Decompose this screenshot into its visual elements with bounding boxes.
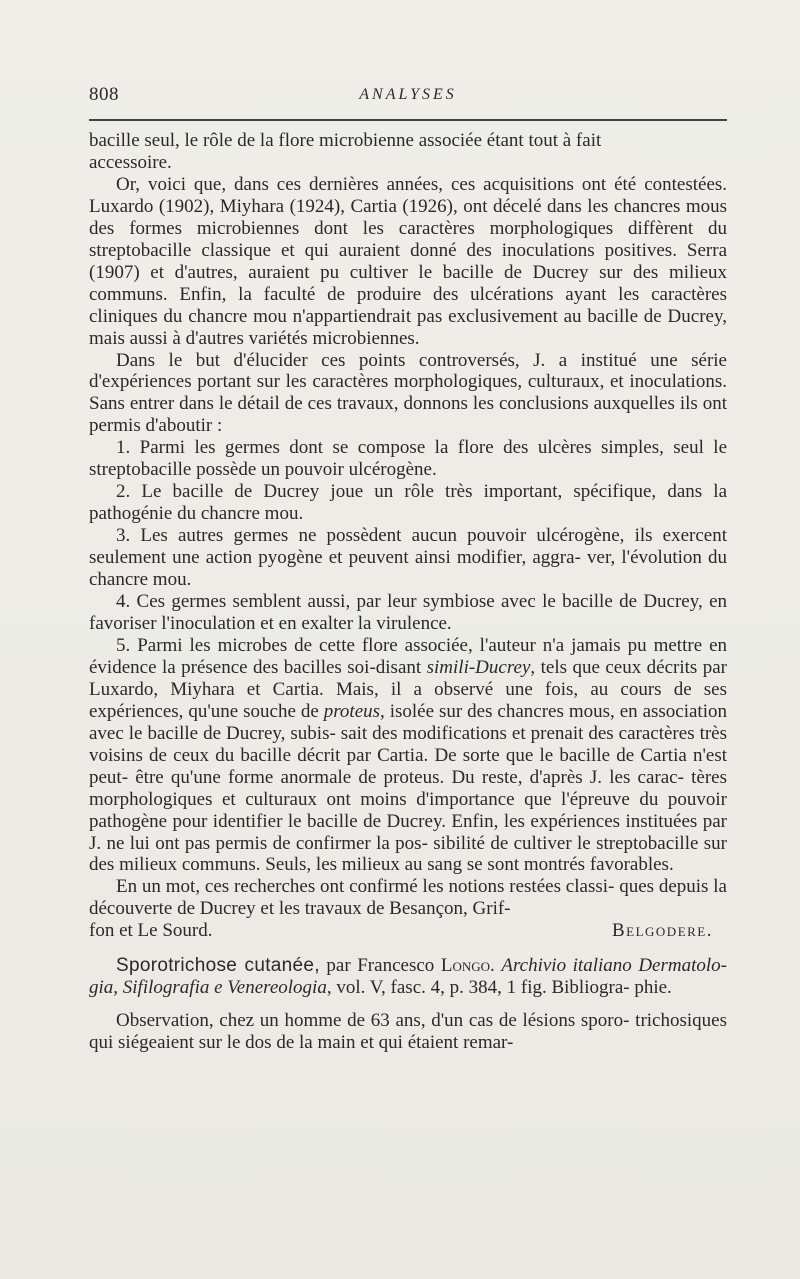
paragraph-experiences: Dans le but d'élucider ces points controversés, J. a institué une série d'expériences portant sur les caractères morphologiques, culturaux, et inoculations. Sans entrer dans le détail de ces travaux, donnons les conclusions auxquelles ils ont permis d'aboutir :	[89, 349, 728, 437]
paragraph-summary: En un mot, ces recherches ont confirmé les notions restées classi- ques depuis la découverte de Ducrey et les travaux de Besançon, Grif-	[89, 876, 727, 920]
body-text	[89, 130, 727, 1054]
bibliographic-entry: Sporotrichose cutanée, par Francesco Longo. Archivio italiano Dermatolo- gia, Sifilografia e Venereologia, vol. V, fasc. 4, p. 384, 1 fig. Bibliogra- phie.	[89, 955, 727, 999]
paragraph-observation: Observation, chez un homme de 63 ans, d'un cas de lésions sporo- trichosiques qui siégeaient sur le dos de la main et qui étaient remar-	[89, 1010, 727, 1054]
conclusion-item-5: 5. Parmi les microbes de cette flore associée, l'auteur n'a jamais pu mettre en évidence la présence des bacilles soi-disant simili-Ducrey, tels que ceux décrits par Luxardo, Miyhara et Cartia. Mais, il a observé une fois, au cours de ses expériences, qu'une souche de proteus, isolée sur des chancres mous, en association avec le bacille de Ducrey, subis- sait des modifications et prenait des caractères très voisins de ceux du bacille décrit par Cartia. De sorte que le bacille de Cartia n'est peut- être qu'une forme anormale de proteus. Du reste, d'après J. les carac- tères morphologiques et culturaux ont moins d'importance que l'épreuve du pouvoir pathogène pour identifier le bacille de Ducrey. Enfin, les expériences instituées par J. ne lui ont pas permis de confirmer la pos- sibilité de cultiver le streptobacille sur des milieux communs. Seuls, les milieux au sang se sont montrés favorables.	[89, 634, 728, 876]
header-rule	[89, 119, 727, 121]
reviewer-signature: Belgodere.	[611, 920, 713, 942]
page-number: 808	[89, 84, 119, 105]
paragraph-contestations: Or, voici que, dans ces dernières années, ces acquisitions ont été contestées. Luxardo (1902), Miyhara (1924), Cartia (1926), ont décelé dans les chancres mous des formes microbiennes dont les caractères morphologiques diffèrent du streptobacille classique et qui auraient donné des inoculations positives. Serra (1907) et d'autres, auraient pu cultiver le bacille de Ducrey sur des milieux communs. Enfin, la faculté de produire des ulcérations ayant les caractères cliniques du chancre mou n'appartiendrait pas exclusivement au bacille de Ducrey, mais aussi à d'autres variétés microbiennes.	[89, 173, 728, 349]
conclusion-item-1: 1. Parmi les germes dont se compose la flore des ulcères simples, seul le streptobacille possède un pouvoir ulcérogène.	[89, 437, 727, 481]
running-title: ANALYSES	[359, 86, 457, 103]
conclusion-item-4: 4. Ces germes semblent aussi, par leur symbiose avec le bacille de Ducrey, en favoriser l'inoculation et en exalter la virulence.	[89, 591, 727, 634]
conclusion-item-3: 3. Les autres germes ne possèdent aucun pouvoir ulcérogène, ils exercent seulement une action pyogène et peuvent ainsi modifier, aggra- ver, l'évolution du chancre mou.	[89, 525, 728, 591]
signature-line	[89, 920, 727, 942]
paragraph-continuation: bacille seul, le rôle de la flore microbienne associée étant tout à fait accessoire.	[89, 130, 602, 173]
summary-last-line: fon et Le Sourd.	[89, 920, 213, 942]
entry-author: Longo	[440, 955, 491, 977]
page-header	[89, 84, 727, 108]
conclusion-item-2: 2. Le bacille de Ducrey joue un rôle très important, spécifique, dans la pathogénie du chancre mou.	[89, 481, 728, 525]
entry-title: Sporotrichose cutanée,	[116, 955, 320, 977]
entry-journal: Archivio italiano Dermatolo-	[501, 955, 727, 977]
